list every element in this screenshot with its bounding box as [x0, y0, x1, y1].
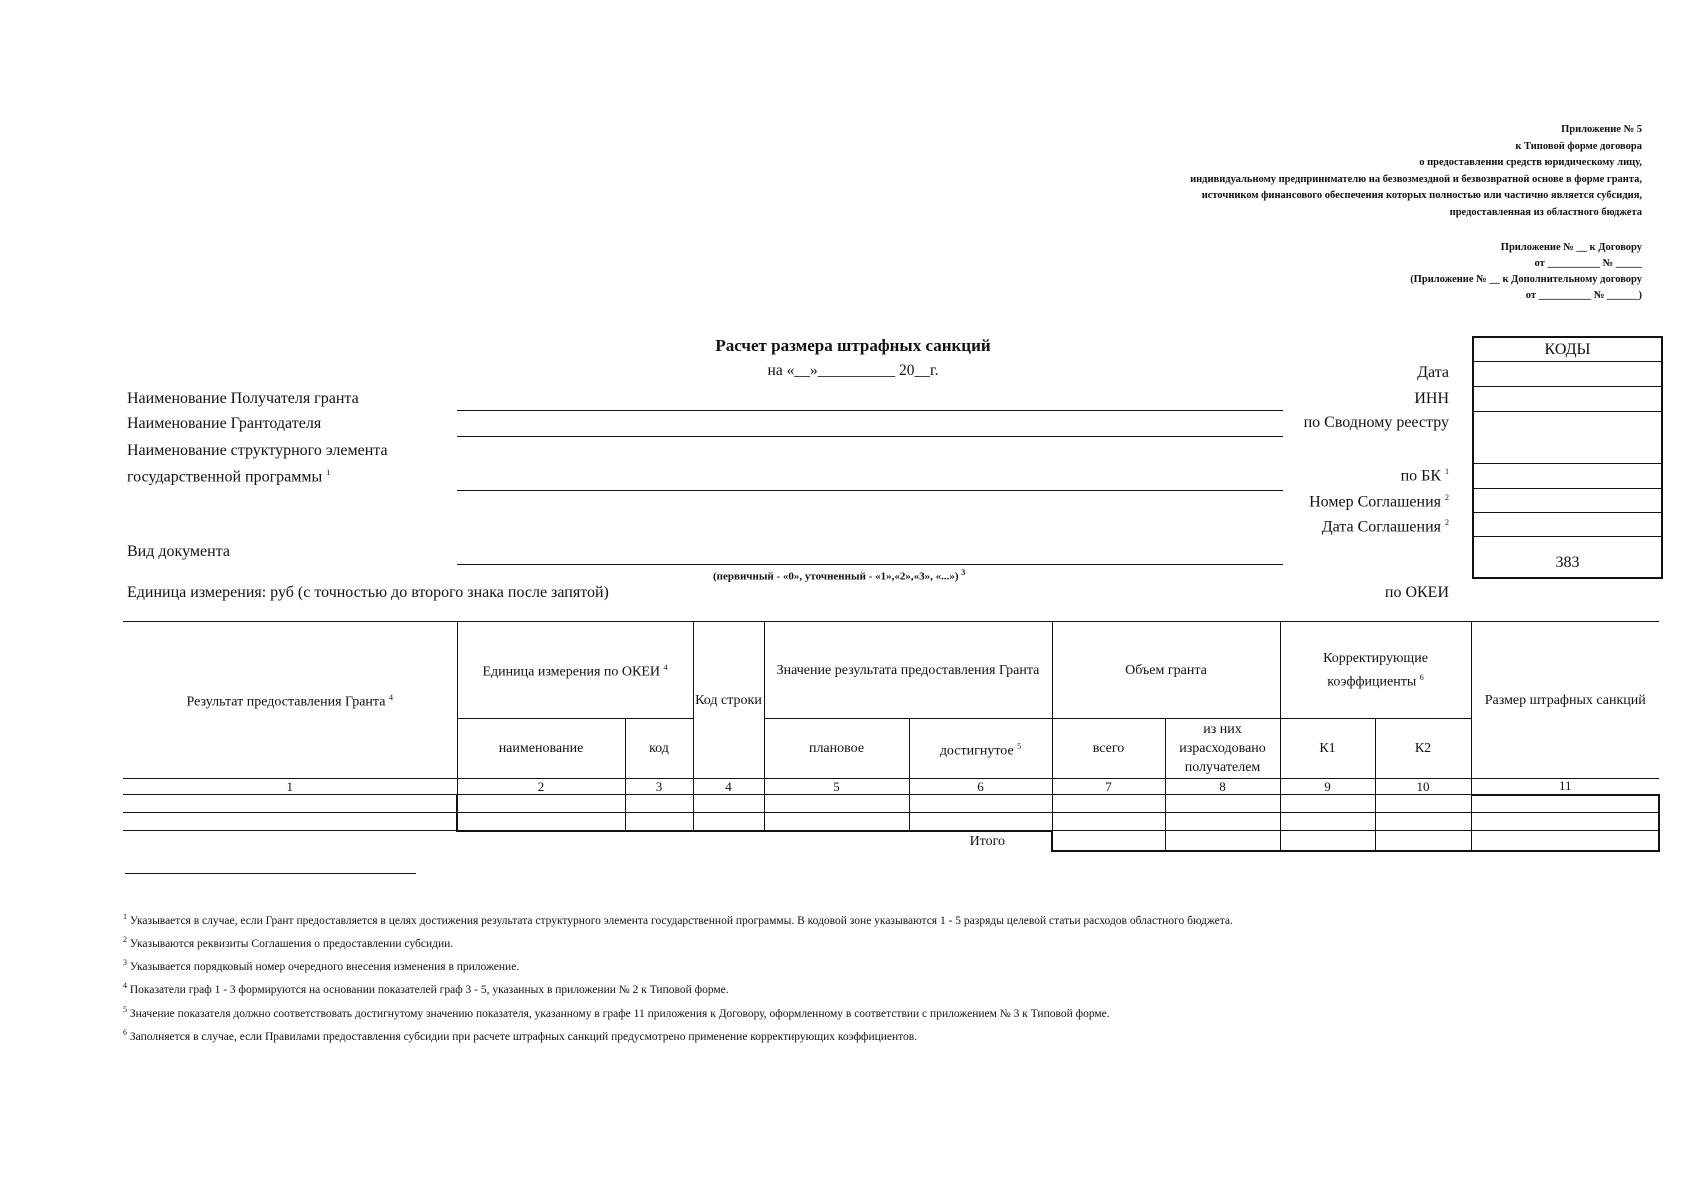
col-penalty-header: Размер штрафных санкций — [1471, 622, 1659, 779]
bk-text: по БК — [1400, 467, 1441, 485]
code-bk-cell[interactable] — [1474, 412, 1661, 464]
footnote-ref: 1 — [1445, 467, 1449, 476]
footnote-number: 1 — [123, 912, 127, 921]
okei-label: по ОКЕИ — [1384, 584, 1449, 601]
table-cell[interactable] — [693, 795, 764, 813]
col-unit-text: Единица измерения по ОКЕИ — [482, 664, 660, 680]
codes-box — [1472, 336, 1663, 579]
code-agreement-number-cell[interactable] — [1474, 464, 1661, 489]
col-number: 6 — [909, 779, 1052, 795]
footnote-5 — [123, 1005, 1110, 1020]
header-line: Приложение № 5 — [1561, 124, 1642, 135]
total-cell[interactable] — [1471, 831, 1659, 851]
col-number: 1 — [123, 779, 457, 795]
table-cell[interactable] — [909, 813, 1052, 831]
grantor-label: Наименование Грантодателя — [127, 415, 322, 432]
code-doc-type-cell[interactable] — [1474, 513, 1661, 537]
total-cell[interactable] — [1052, 831, 1165, 851]
total-cell[interactable] — [1165, 831, 1280, 851]
header-line: индивидуальному предпринимателю на безвозмездной и безвозвратной основе в форме гранта, — [1190, 173, 1642, 185]
table-cell[interactable] — [1052, 813, 1165, 831]
date-code-label: Дата — [1417, 364, 1449, 381]
col-number: 8 — [1165, 779, 1280, 795]
table-cell[interactable] — [123, 795, 457, 813]
sub-k2-header: К2 — [1375, 719, 1471, 779]
col-coeff-header — [1280, 622, 1471, 719]
doc-type-label: Вид документа — [127, 543, 230, 560]
doc-type-field[interactable] — [457, 564, 1283, 565]
footnote-ref: 1 — [326, 468, 331, 477]
footnote-2 — [123, 935, 453, 950]
col-value-header: Значение результата предоставления Гранта — [764, 622, 1052, 719]
table-cell[interactable] — [1052, 795, 1165, 813]
agreement-number-text: Номер Соглашения — [1309, 493, 1441, 511]
col-number: 9 — [1280, 779, 1375, 795]
header-line: предоставленная из областного бюджета — [1449, 206, 1642, 218]
table-cell[interactable] — [1165, 795, 1280, 813]
footnote-6 — [123, 1028, 917, 1043]
struct-element-field[interactable] — [457, 490, 1283, 491]
col-volume-header: Объем гранта — [1052, 622, 1280, 719]
header-line: о предоставлении средств юридическому лицу, — [1419, 157, 1642, 168]
footnote-text: Заполняется в случае, если Правилами предоставления субсидии при расчете штрафных санкций предусмотрено применение корректирующих коэффициентов. — [129, 1030, 918, 1043]
agreement-number-label — [1309, 493, 1449, 511]
footnote-ref: 6 — [1419, 672, 1424, 682]
footnote-1 — [123, 912, 1233, 927]
table-cell[interactable] — [1471, 813, 1659, 831]
table-cell[interactable] — [1375, 813, 1471, 831]
state-program-label — [127, 468, 330, 486]
table-cell[interactable] — [1375, 795, 1471, 813]
table-cell[interactable] — [1471, 795, 1659, 813]
col-result-header — [123, 622, 457, 779]
sub-achieved-text: достигнутое — [939, 743, 1014, 759]
col-number: 3 — [625, 779, 693, 795]
footnote-number: 5 — [123, 1005, 127, 1014]
inn-label: ИНН — [1414, 390, 1449, 407]
table-cell[interactable] — [693, 813, 764, 831]
footnote-text: Указывается в случае, если Грант предоставляется в целях достижения результата структурного элемента государственной программы. В кодовой зоне указываются 1 - 5 разряды целевой статьи расходов областного бюджета. — [129, 914, 1233, 927]
col-coeff-text: Корректирующие коэффициенты — [1323, 650, 1428, 690]
appendix-line: от __________ № _____ — [1534, 258, 1642, 269]
footnote-ref: 3 — [961, 568, 966, 577]
footnote-text: Указывается порядковый номер очередного внесения изменения в приложение. — [129, 960, 520, 973]
col-code-header: Код строки — [693, 622, 764, 779]
col-number: 7 — [1052, 779, 1165, 795]
sub-name-header: наименование — [457, 719, 625, 779]
footnote-ref: 4 — [663, 663, 668, 673]
footnote-ref: 4 — [388, 693, 393, 703]
table-cell[interactable] — [457, 795, 625, 813]
total-cell[interactable] — [1375, 831, 1471, 851]
header-line: к Типовой форме договора — [1515, 140, 1642, 152]
doc-type-note-text: (первичный - «0», уточненный - «1»,«2»,«3», «...») — [713, 570, 959, 583]
col-number: 10 — [1375, 779, 1471, 795]
table-cell[interactable] — [625, 813, 693, 831]
table-cell[interactable] — [764, 795, 909, 813]
appendix-line: (Приложение № __ к Дополнительному договору — [1410, 274, 1642, 285]
appendix-header — [1190, 122, 1642, 221]
table-cell[interactable] — [457, 813, 625, 831]
footnote-ref: 2 — [1445, 518, 1449, 527]
sub-code-header: код — [625, 719, 693, 779]
code-inn-cell[interactable] — [1474, 387, 1661, 412]
sub-total-header: всего — [1052, 719, 1165, 779]
col-result-text: Результат предоставления Гранта — [186, 694, 386, 710]
footnote-number: 4 — [123, 981, 127, 990]
grantor-field[interactable] — [457, 436, 1283, 437]
footnote-number: 6 — [123, 1028, 127, 1037]
col-number: 4 — [693, 779, 764, 795]
recipient-field[interactable] — [457, 410, 1283, 411]
code-okei-cell: 383 — [1555, 554, 1580, 571]
page-title: Расчет размера штрафных санкций — [715, 336, 991, 355]
footnote-text: Указываются реквизиты Соглашения о предоставлении субсидии. — [129, 937, 454, 950]
penalty-table — [123, 621, 1660, 852]
footnote-number: 2 — [123, 935, 127, 944]
sub-spent-header: из них израсходовано получателем — [1165, 719, 1280, 779]
table-cell[interactable] — [1280, 795, 1375, 813]
footnote-ref: 2 — [1445, 493, 1449, 502]
code-agreement-date-cell[interactable] — [1474, 489, 1661, 513]
sub-k1-header: К1 — [1280, 719, 1375, 779]
state-program-text: государственной программы — [127, 468, 323, 486]
col-number: 2 — [457, 779, 625, 795]
codes-header: КОДЫ — [1474, 338, 1661, 362]
bk-label — [1401, 467, 1449, 485]
footnote-number: 3 — [123, 958, 127, 967]
footnote-3 — [123, 958, 519, 973]
doc-type-note — [713, 568, 965, 583]
col-number: 11 — [1471, 779, 1659, 795]
table-cell[interactable] — [764, 813, 909, 831]
total-cell[interactable] — [1280, 831, 1375, 851]
table-cell[interactable] — [1280, 813, 1375, 831]
footnote-ref: 5 — [1017, 741, 1022, 751]
footnote-text: Показатели граф 1 - 3 формируются на основании показателей граф 3 - 5, указанных в приложении № 2 к Типовой форме. — [129, 983, 729, 996]
col-number: 5 — [764, 779, 909, 795]
table-cell[interactable] — [909, 795, 1052, 813]
appendix-line: от __________ № ______) — [1525, 290, 1642, 301]
recipient-label: Наименование Получателя гранта — [127, 390, 359, 407]
footnote-4 — [123, 981, 729, 996]
struct-element-label: Наименование структурного элемента — [127, 442, 388, 459]
header-line: источником финансового обеспечения которых полностью или частично является субсидия, — [1201, 190, 1642, 201]
date-line: на «__»__________ 20__г. — [767, 362, 939, 379]
footnote-text: Значение показателя должно соответствовать достигнутому значению показателя, указанному в графе 11 приложения к Договору, оформленному в соответствии с приложением № 3 к Типовой форме. — [129, 1007, 1110, 1020]
sub-plan-header: плановое — [764, 719, 909, 779]
agreement-date-text: Дата Соглашения — [1321, 518, 1441, 536]
agreement-date-label — [1322, 518, 1449, 536]
footnote-separator — [125, 873, 416, 874]
code-date-cell[interactable] — [1474, 362, 1661, 387]
col-unit-header — [457, 622, 693, 719]
table-cell[interactable] — [123, 813, 457, 831]
appendix-line: Приложение № __ к Договору — [1500, 242, 1642, 253]
total-label: Итого — [969, 833, 1005, 849]
table-cell[interactable] — [625, 795, 693, 813]
unit-label: Единица измерения: руб (с точностью до второго знака после запятой) — [127, 584, 609, 601]
appendix-reference — [1410, 240, 1642, 304]
sub-achieved-header — [909, 719, 1052, 779]
table-cell[interactable] — [1165, 813, 1280, 831]
registry-label: по Сводному реестру — [1303, 414, 1449, 431]
